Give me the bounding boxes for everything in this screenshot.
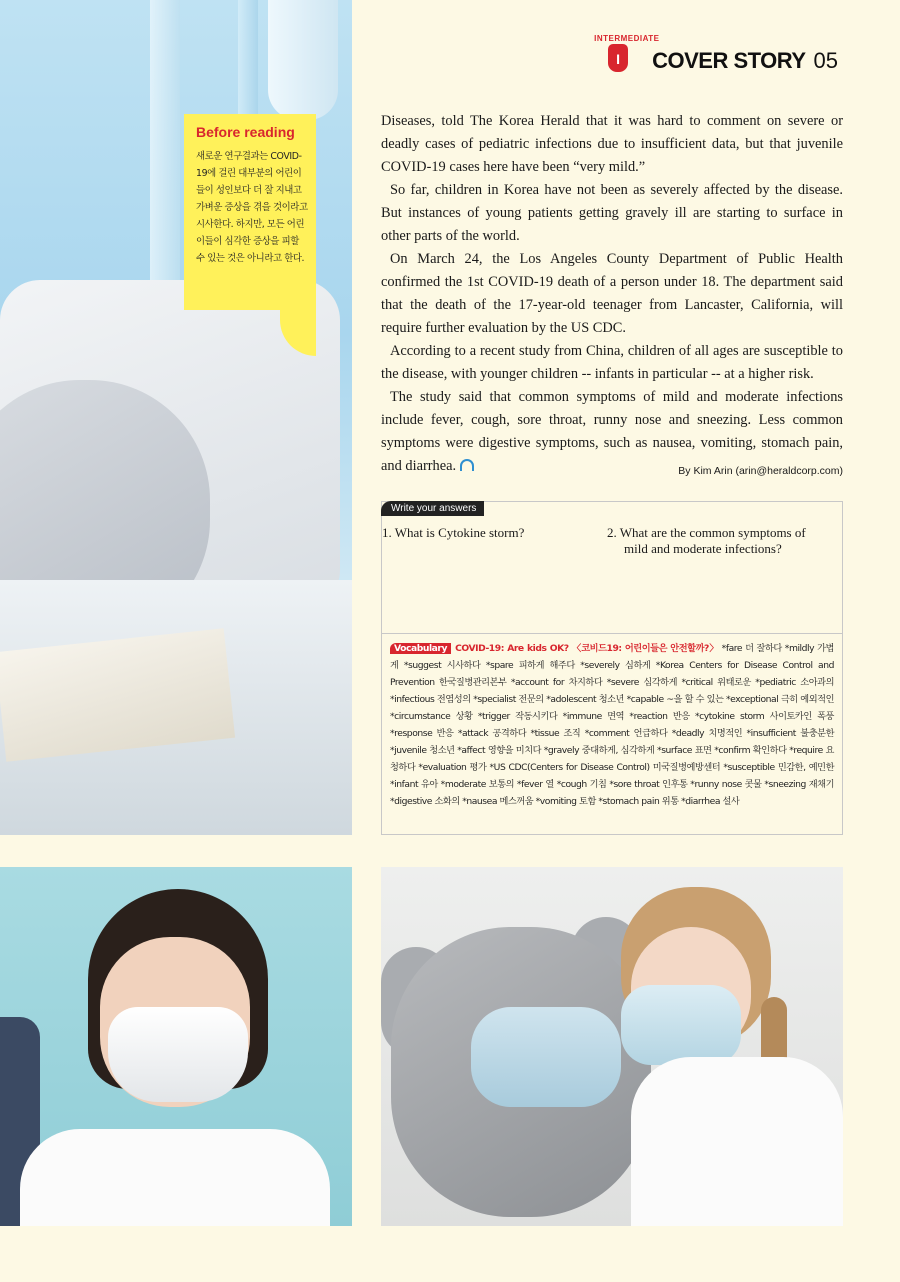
page-header — [594, 34, 838, 74]
section-title: COVER STORY — [652, 48, 806, 73]
article-paragraph: Diseases, told The Korea Herald that it was hard to comment on severe or deadly cases of pediatric infections due to insufficient data, but that juvenile COVID-19 cases here have been “very mild.” — [381, 113, 843, 175]
vocabulary-text — [390, 640, 834, 810]
intermediate-badge-icon — [594, 34, 660, 74]
article-paragraph: On March 24, the Los Angeles County Department of Public Health confirmed the 1st COVID-19 death of a person under 18. The department said that the death of the 17-year-old teenager from Lancaster, California, will require further evaluation by the US CDC. — [381, 251, 843, 336]
byline: By Kim Arin (arin@heraldcorp.com) — [678, 465, 843, 477]
vocabulary-box — [381, 633, 843, 835]
vocabulary-tag: Vocabulary — [390, 643, 451, 654]
write-answers-tag: Write your answers — [381, 501, 484, 516]
before-reading-title: Before reading — [196, 124, 295, 140]
badge-letter: I — [608, 44, 628, 72]
article-paragraph: According to a recent study from China, children of all ages are susceptible to the disease, with younger children -- infants in particular -- at a higher risk. — [381, 343, 843, 382]
question-2 — [607, 525, 807, 557]
headphones-icon[interactable] — [460, 459, 474, 471]
article-paragraph-last — [381, 386, 843, 478]
before-reading-box — [184, 114, 316, 310]
question-2-line2: mild and moderate infections? — [624, 541, 782, 556]
article-paragraph: So far, children in Korea have not been as severely affected by the disease. But instances of young patients getting gravely ill are starting to surface in other parts of the world. — [381, 182, 843, 244]
vocabulary-body: *fare 더 잘하다 *mildly 가볍게 *suggest 시사하다 *spare 피하게 해주다 *severely 심하게 *Korea Centers for Disease Control and Prevention 한국질병관리본부 *account for 차지하다 *severe 심각하게 *critical 위태로운 *pediatric 소아과의 *infectious 전염성의 *specialist 전문의 *adolescent 청소년 *capable ~을 할 수 있는 *exceptional 극히 예외적인 *circumstance 상황 *trigger 작동시키다 *immune 면역 *reaction 반응 *cytokine storm 사이토카인 폭풍 *response 반응 *attack 공격하다 *tissue 조직 *comment 언급하다 *deadly 치명적인 *insufficient 불충분한 *juvenile 청소년 *affect 영향을 미치다 *gravely 중대하게, 심각하게 *surface 표면 *confirm 확인하다 *require 요청하다 *evaluation 평가 *US CDC(Centers for Disease Control) 미국질병예방센터 *susceptible 민감한, 예민한 *infant 유아 *moderate 보통의 *fever 열 *cough 기침 *sore throat 인후통 *runny nose 콧물 *sneezing 재채기 *digestive 소화의 *nausea 메스꺼움 *vomiting 토함 *stomach pain 위통 *diarrhea 설사 — [390, 643, 834, 807]
write-answers-box — [381, 501, 843, 633]
question-1: 1. What is Cytokine storm? — [382, 525, 525, 540]
article-paragraph: The study said that common symptoms of mild and moderate infections include fever, cough, sore throat, runny nose and sneezing. Less common symptoms were digestive symptoms, such as nausea, vomiting, stomach pain, and diarrhea. — [381, 389, 843, 474]
vocabulary-heading: COVID-19: Are kids OK? 〈코비드19: 어린이들은 안전할까?〉 — [455, 643, 719, 654]
article-body — [381, 110, 843, 483]
before-reading-body: 새로운 연구결과는 COVID-19에 걸린 대부분의 어린이들이 성인보다 더 잘 지내고 가벼운 증상을 겪을 것이라고 시사한다. 하지만, 모든 어린이들이 심각한 증상을 피할 수 있는 것은 아니라고 한다. — [196, 151, 308, 264]
photo-girl-mask — [0, 867, 352, 1226]
page-number: 05 — [813, 48, 838, 73]
badge-label: INTERMEDIATE — [594, 34, 660, 43]
photo-girl-teddy-bear — [381, 867, 843, 1226]
question-2-line1: 2. What are the common symptoms of — [607, 525, 806, 540]
